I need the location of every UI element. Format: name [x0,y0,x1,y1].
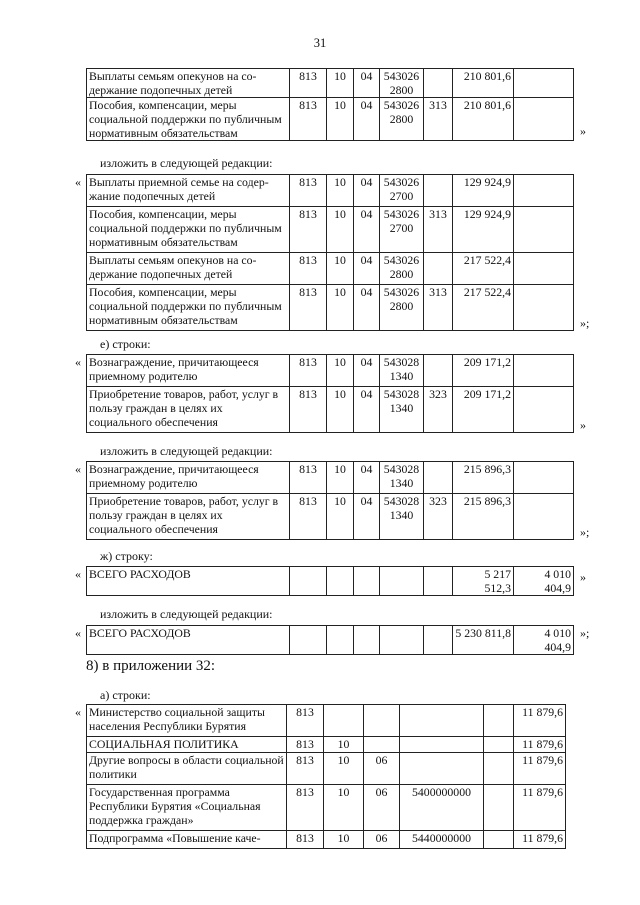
cell-section: 10 [327,207,354,253]
budget-table [86,566,574,596]
cell-sum: 11 879,6 [514,705,566,737]
cell-target: 543028 1340 [380,387,424,433]
budget-table [86,174,574,331]
cell-subsection: 04 [354,355,380,387]
cell-name: Вознаграждение, причитающееся приемному родителю [87,355,290,387]
cell-sum2 [514,355,574,387]
cell-target [400,753,484,785]
cell-kind [424,462,453,494]
cell-sum1: 129 924,9 [453,207,514,253]
cell-target: 543028 1340 [380,462,424,494]
cell-ministry: 813 [290,175,327,207]
table-row [87,462,574,494]
open-quote: « [75,567,81,581]
cell-ministry: 813 [290,285,327,331]
cell-ministry: 813 [290,253,327,285]
amendment-block [86,566,574,596]
cell-kind [484,753,514,785]
amendment-block [86,461,574,540]
cell-name: Пособия, компенсации, меры социальной поддержки по публичным нормативным обязательствам [87,285,290,331]
cell-target: 543028 1340 [380,355,424,387]
cell-ministry: 813 [287,737,324,753]
open-quote: « [75,705,81,719]
cell-ministry: 813 [290,98,327,141]
cell-target: 543026 2800 [380,98,424,141]
cell-kind [424,626,453,655]
open-quote: « [75,175,81,189]
cell-sum: 11 879,6 [514,737,566,753]
cell-target [380,626,424,655]
block-caption: е) строки: [100,337,151,351]
cell-target: 543026 2800 [380,285,424,331]
cell-name: ВСЕГО РАСХОДОВ [87,626,290,655]
cell-target [400,737,484,753]
close-quote: » [580,570,586,584]
cell-ministry: 813 [287,831,324,849]
cell-sum2 [514,69,574,98]
close-quote: » [580,124,586,138]
close-quote: » [580,418,586,432]
cell-name: Вознаграждение, причитающееся приемному родителю [87,462,290,494]
budget-table [86,625,574,655]
cell-kind: 323 [424,494,453,540]
cell-target: 543026 2700 [380,207,424,253]
cell-subsection [364,705,400,737]
cell-subsection: 04 [354,387,380,433]
close-quote: »; [580,316,590,330]
cell-kind [424,567,453,596]
cell-name: Государственная программа Республики Бурятия «Социальная поддержка граждан» [87,785,287,831]
cell-sum1: 5 230 811,8 [453,626,514,655]
cell-sum: 11 879,6 [514,831,566,849]
amendment-block [86,354,574,433]
cell-section [327,567,354,596]
table-row [87,737,566,753]
cell-sum2 [514,175,574,207]
block-caption: ж) строку: [100,549,153,563]
cell-subsection [354,626,380,655]
cell-sum2 [514,253,574,285]
appendix-block [86,704,566,849]
table-row [87,626,574,655]
cell-sum1: 210 801,6 [453,98,514,141]
budget-table [86,461,574,540]
cell-sum1: 209 171,2 [453,387,514,433]
cell-kind: 323 [424,387,453,433]
block-caption: изложить в следующей редакции: [100,156,273,170]
cell-subsection: 04 [354,175,380,207]
cell-section: 10 [324,753,364,785]
cell-kind [484,831,514,849]
table-row [87,705,566,737]
cell-ministry: 813 [290,207,327,253]
cell-section: 10 [327,98,354,141]
cell-target: 543026 2800 [380,69,424,98]
cell-target: 543028 1340 [380,494,424,540]
cell-target [380,567,424,596]
cell-sum2 [514,98,574,141]
cell-section: 10 [327,387,354,433]
cell-ministry: 813 [287,785,324,831]
cell-subsection: 04 [354,98,380,141]
cell-kind [424,175,453,207]
cell-section [324,705,364,737]
cell-name: Пособия, компенсации, меры социальной поддержки по публичным нормативным обязательствам [87,207,290,253]
cell-kind [424,355,453,387]
open-quote: « [75,355,81,369]
cell-section: 10 [324,831,364,849]
cell-kind [424,253,453,285]
cell-section: 10 [324,785,364,831]
cell-kind: 313 [424,207,453,253]
close-quote: »; [580,525,590,539]
cell-subsection: 04 [354,494,380,540]
amendment-block [86,625,574,655]
cell-kind [484,705,514,737]
cell-name: Выплаты семьям опекунов на со-держание подопечных детей [87,253,290,285]
open-quote: « [75,462,81,476]
cell-ministry [290,626,327,655]
table-row [87,387,574,433]
cell-section: 10 [327,253,354,285]
section-heading: 8) в приложении 32: [86,658,216,674]
cell-target: 543026 2800 [380,253,424,285]
table-row [87,69,574,98]
table-row [87,785,566,831]
cell-name: Приобретение товаров, работ, услуг в пользу граждан в целях их социального обеспечения [87,494,290,540]
block-caption: изложить в следующей редакции: [100,444,273,458]
cell-sum2 [514,285,574,331]
cell-ministry: 813 [287,705,324,737]
cell-name: ВСЕГО РАСХОДОВ [87,567,290,596]
cell-sum1: 217 522,4 [453,285,514,331]
cell-target: 5400000000 [400,785,484,831]
cell-subsection: 04 [354,69,380,98]
cell-name: Выплаты приемной семье на содер-жание подопечных детей [87,175,290,207]
cell-kind [424,69,453,98]
cell-subsection: 06 [364,753,400,785]
amendment-block [86,174,574,331]
cell-sum1: 5 217 512,3 [453,567,514,596]
appendix-table [86,704,566,849]
cell-name: Выплаты семьям опекунов на со-держание подопечных детей [87,69,290,98]
cell-name: Пособия, компенсации, меры социальной поддержки по публичным нормативным обязательствам [87,98,290,141]
cell-sum: 11 879,6 [514,753,566,785]
cell-sum1: 209 171,2 [453,355,514,387]
cell-target [400,705,484,737]
budget-table [86,68,574,141]
cell-sum2 [514,207,574,253]
cell-name: СОЦИАЛЬНАЯ ПОЛИТИКА [87,737,287,753]
table-row [87,98,574,141]
cell-sum2 [514,462,574,494]
cell-sum2: 4 010 404,9 [514,626,574,655]
cell-ministry: 813 [290,355,327,387]
cell-section: 10 [327,175,354,207]
cell-name: Другие вопросы в области социальной политики [87,753,287,785]
budget-table [86,354,574,433]
cell-ministry: 813 [290,462,327,494]
page-number: 31 [313,36,327,50]
cell-kind: 313 [424,98,453,141]
table-row [87,285,574,331]
cell-sum2: 4 010 404,9 [514,567,574,596]
table-row [87,567,574,596]
close-quote: »; [580,626,590,640]
cell-kind [484,737,514,753]
table-row [87,355,574,387]
cell-ministry: 813 [287,753,324,785]
cell-ministry: 813 [290,69,327,98]
amendment-block [86,68,574,141]
block-caption: изложить в следующей редакции: [100,607,273,621]
table-row [87,831,566,849]
cell-sum2 [514,494,574,540]
cell-subsection: 06 [364,831,400,849]
cell-ministry: 813 [290,494,327,540]
cell-subsection: 04 [354,253,380,285]
cell-sum1: 210 801,6 [453,69,514,98]
cell-kind: 313 [424,285,453,331]
cell-section [327,626,354,655]
table-row [87,253,574,285]
cell-sum1: 215 896,3 [453,462,514,494]
cell-kind [484,785,514,831]
cell-section: 10 [327,355,354,387]
cell-ministry: 813 [290,387,327,433]
cell-section: 10 [324,737,364,753]
block-caption: а) строки: [100,688,151,702]
cell-section: 10 [327,494,354,540]
cell-sum: 11 879,6 [514,785,566,831]
cell-sum1: 215 896,3 [453,494,514,540]
cell-section: 10 [327,69,354,98]
cell-subsection: 04 [354,462,380,494]
table-row [87,753,566,785]
cell-subsection [364,737,400,753]
table-row [87,207,574,253]
cell-target: 543026 2700 [380,175,424,207]
cell-section: 10 [327,285,354,331]
cell-name: Подпрограмма «Повышение каче- [87,831,287,849]
open-quote: « [75,626,81,640]
cell-subsection: 04 [354,285,380,331]
cell-sum2 [514,387,574,433]
cell-target: 5440000000 [400,831,484,849]
cell-sum1: 129 924,9 [453,175,514,207]
cell-section: 10 [327,462,354,494]
cell-subsection: 06 [364,785,400,831]
cell-ministry [290,567,327,596]
cell-name: Приобретение товаров, работ, услуг в пользу граждан в целях их социального обеспечения [87,387,290,433]
cell-subsection [354,567,380,596]
cell-sum1: 217 522,4 [453,253,514,285]
table-row [87,494,574,540]
table-row [87,175,574,207]
cell-name: Министерство социальной защиты населения Республики Бурятия [87,705,287,737]
cell-subsection: 04 [354,207,380,253]
